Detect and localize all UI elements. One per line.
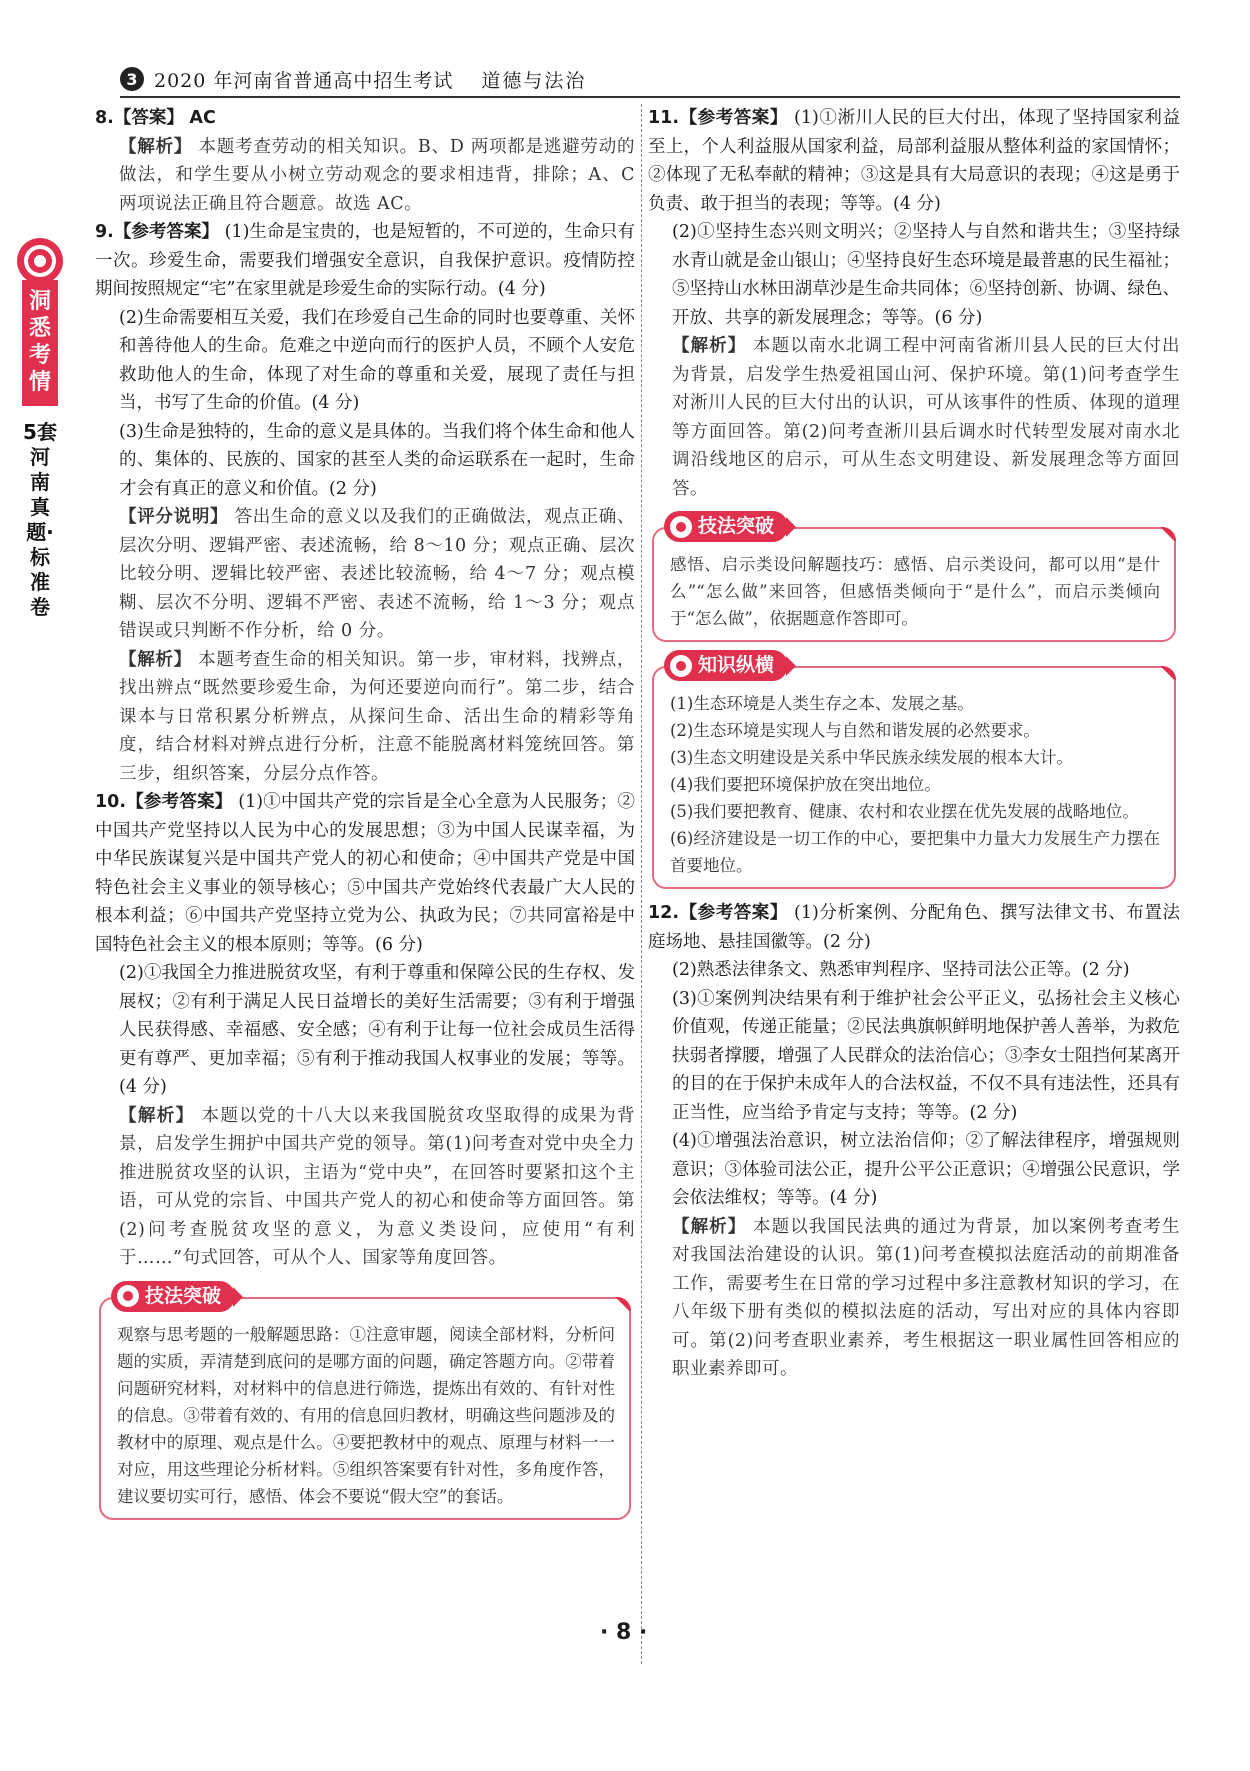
q10-answer: 10.【参考答案】 (1)①中国共产党的宗旨是全心全意为人民服务；②中国共产党坚持以人民为中心的发展思想；③为中国人民谋幸福，为中华民族谋复兴是中国共产党人的初心和使命；④中国共产党是中国特色社会主义事业的领导核心；⑤中国共产党始终代表最广大人民的根本利益；⑥中国共产党坚持立党为公、执政为民；⑦共同富裕是中国特色社会主义的根本原则；等等。(6 分)	[95, 792, 635, 955]
q11-tip-box	[652, 515, 1176, 642]
knowledge-title: 知识纵横	[664, 650, 788, 681]
side-tab-series-label: 5套河南真题·标准卷	[23, 420, 57, 619]
q10-tip-box	[99, 1284, 631, 1520]
q9-explanation: 【解析】 本题考查生命的相关知识。第一步，审材料，找辨点，找出辨点“既然要珍爱生命，为何还要逆向而行”。第二步，结合课本与日常积累分析辨点，从探问生命、活出生命的精彩等角度，结合材料对辨点进行分析，注意不能脱离材料笼统回答。第三步，组织答案，分层分点作答。	[119, 649, 636, 784]
q8-explanation: 【解析】 本题考查劳动的相关知识。B、D 两项都是逃避劳动的做法，和学生要从小树立劳动观念的要求相违背，排除；A、C 两项说法正确且符合题意。故选 AC。	[119, 136, 635, 214]
side-tab	[18, 238, 62, 620]
knowledge-item: (5)我们要把教育、健康、农村和农业摆在优先发展的战略地位。	[670, 802, 1139, 821]
tip-content: 感悟、启示类设问解题技巧：感悟、启示类设问，都可以用“是什么”“怎么做”来回答，但感悟类倾向于“是什么”，而启示类倾向于“怎么做”，依据题意作答即可。	[670, 555, 1160, 628]
tip-title: 技法突破	[664, 511, 788, 542]
q12-answer: 12.【参考答案】 (1)分析案例、分配角色、撰写法律文书、布置法庭场地、悬挂国徽等。(2 分)	[648, 903, 1180, 952]
page-header	[120, 62, 1180, 98]
knowledge-item: (1)生态环境是人类生存之本、发展之基。	[670, 694, 974, 713]
q9-part3: (3)生命是独特的，生命的意义是具体的。当我们将个体生命和他人的、集体的、民族的、国家的甚至人类的命运联系在一起时，生命才会有真正的意义和价值。(2 分)	[119, 421, 635, 499]
q12-part3: (3)①案例判决结果有利于维护社会公平正义，弘扬社会主义核心价值观，传递正能量；②民法典旗帜鲜明地保护善人善举，为救危扶弱者撑腰，增强了人民群众的法治信心；③李女士阻挡何某离开的目的在于保护未成年人的合法权益，不仅不具有违法性，还具有正当性，应当给予肯定与支持；等等。(2 分)	[672, 988, 1180, 1123]
tip-content: 观察与思考题的一般解题思路：①注意审题，阅读全部材料，分析问题的实质，弄清楚到底问的是哪方面的问题，确定答题方向。②带着问题研究材料，对材料中的信息进行筛选，提炼出有效的、有针对性的信息。③带着有效的、有用的信息回归教材，明确这些问题涉及的教材中的原理、观点是什么。④要把教材中的观点、原理与材料一一对应，用这些理论分析材料。⑤组织答案要有针对性，多角度作答，建议要切实可行，感悟、体会不要说“假大空”的套话。	[117, 1324, 615, 1506]
right-column	[648, 104, 1180, 1384]
page-number: · 8 ·	[600, 1620, 648, 1645]
target-icon	[670, 655, 692, 677]
q12-part2: (2)熟悉法律条文、熟悉审判程序、坚持司法公正等。(2 分)	[672, 960, 1130, 980]
knowledge-item: (2)生态环境是实现人与自然和谐发展的必然要求。	[670, 721, 1040, 740]
header-title: 2020 年河南省普通高中招生考试	[154, 69, 454, 92]
q9-scoring: 【评分说明】 答出生命的意义以及我们的正确做法，观点正确、层次分明、逻辑严密、表述流畅，给 8～10 分；观点正确、层次比较分明、逻辑比较严密、表述比较流畅，给 4～7 分；观点模糊、层次不分明、逻辑不严密、表述不流畅，给 1～3 分；观点错误或只判断不作分析，给 0 分。	[119, 507, 636, 641]
tip-title: 技法突破	[111, 1281, 235, 1312]
chapter-number-badge: 3	[120, 67, 144, 91]
knowledge-item: (6)经济建设是一切工作的中心，要把集中力量大力发展生产力摆在首要地位。	[670, 829, 1160, 875]
q8-answer: 8.【答案】 AC	[95, 108, 216, 128]
q11-explanation: 【解析】 本题以南水北调工程中河南省淅川县人民的巨大付出为背景，启发学生热爱祖国山河、保护环境。第(1)问考查学生对淅川人民的巨大付出的认识，可从该事件的性质、体现的道理等方面回答。第(2)问考查淅川县后调水时代转型发展对南水北调沿线地区的启示，可从生态文明建设、新发展理念等方面回答。	[672, 336, 1180, 499]
target-icon	[117, 1285, 139, 1307]
q12-explanation: 【解析】 本题以我国民法典的通过为背景，加以案例考查考生对我国法治建设的认识。第(1)问考查模拟法庭活动的前期准备工作，需要考生在日常的学习过程中多注意教材知识的学习，在八年级下册有类似的模拟法庭的活动，写出对应的具体内容即可。第(2)问考查职业素养，考生根据这一职业属性回答相应的职业素养即可。	[672, 1216, 1180, 1379]
q11-answer: 11.【参考答案】 (1)①淅川人民的巨大付出，体现了坚持国家利益至上，个人利益服从国家利益，局部利益服从整体利益的家国情怀；②体现了无私奉献的精神；③这是具有大局意识的表现；④这是勇于负责、敢于担当的表现；等等。(4 分)	[648, 108, 1180, 214]
target-logo-icon	[17, 238, 63, 284]
q9-answer: 9.【参考答案】 (1)生命是宝贵的，也是短暂的，不可逆的，生命只有一次。珍爱生命，需要我们增强安全意识，自我保护意识。疫情防控期间按照规定“宅”在家里就是珍爱生命的实际行动。(4 分)	[95, 222, 635, 299]
left-column	[95, 104, 635, 1530]
column-divider	[641, 104, 642, 1664]
q8-answer-value: AC	[189, 108, 216, 128]
q9-part2: (2)生命需要相互关爱，我们在珍爱自己生命的同时也要尊重、关怀和善待他人的生命。危难之中逆向而行的医护人员，不顾个人安危救助他人的生命，体现了对生命的尊重和关爱，展现了责任与担当，书写了生命的价值。(4 分)	[119, 307, 635, 413]
q10-explanation: 【解析】 本题以党的十八大以来我国脱贫攻坚取得的成果为背景，启发学生拥护中国共产党的领导。第(1)问考查对党中央全力推进脱贫攻坚的认识，主语为“党中央”，在回答时要紧扣这个主语，可从党的宗旨、中国共产党人的初心和使命等方面回答。第(2)问考查脱贫攻坚的意义，为意义类设问，应使用“有利于……”句式回答，可从个人、国家等角度回答。	[119, 1105, 635, 1268]
knowledge-item: (3)生态文明建设是关系中华民族永续发展的根本大计。	[670, 748, 1073, 767]
knowledge-item: (4)我们要把环境保护放在突出地位。	[670, 775, 941, 794]
q12-part4: (4)①增强法治意识，树立法治信仰；②了解法律程序，增强规则意识；③体验司法公正，提升公平公正意识；④增强公民意识，学会依法维权；等等。(4 分)	[672, 1131, 1180, 1208]
q10-part2: (2)①我国全力推进脱贫攻坚，有利于尊重和保障公民的生存权、发展权；②有利于满足人民日益增长的美好生活需要；③有利于增强人民获得感、幸福感、安全感；④有利于让每一位社会成员生活得更有尊严、更加幸福；⑤有利于推动我国人权事业的发展；等等。(4 分)	[119, 963, 635, 1097]
q11-part2: (2)①坚持生态兴则文明兴；②坚持人与自然和谐共生；③坚持绿水青山就是金山银山；④坚持良好生态环境是最普惠的民生福祉；⑤坚持山水林田湖草沙是生命共同体；⑥坚持创新、协调、绿色、开放、共享的新发展理念；等等。(6 分)	[672, 222, 1180, 328]
side-tab-red-label: 洞悉考情	[22, 280, 58, 406]
header-subject: 道德与法治	[481, 69, 587, 92]
q11-knowledge-box	[652, 654, 1176, 889]
target-icon	[670, 516, 692, 538]
